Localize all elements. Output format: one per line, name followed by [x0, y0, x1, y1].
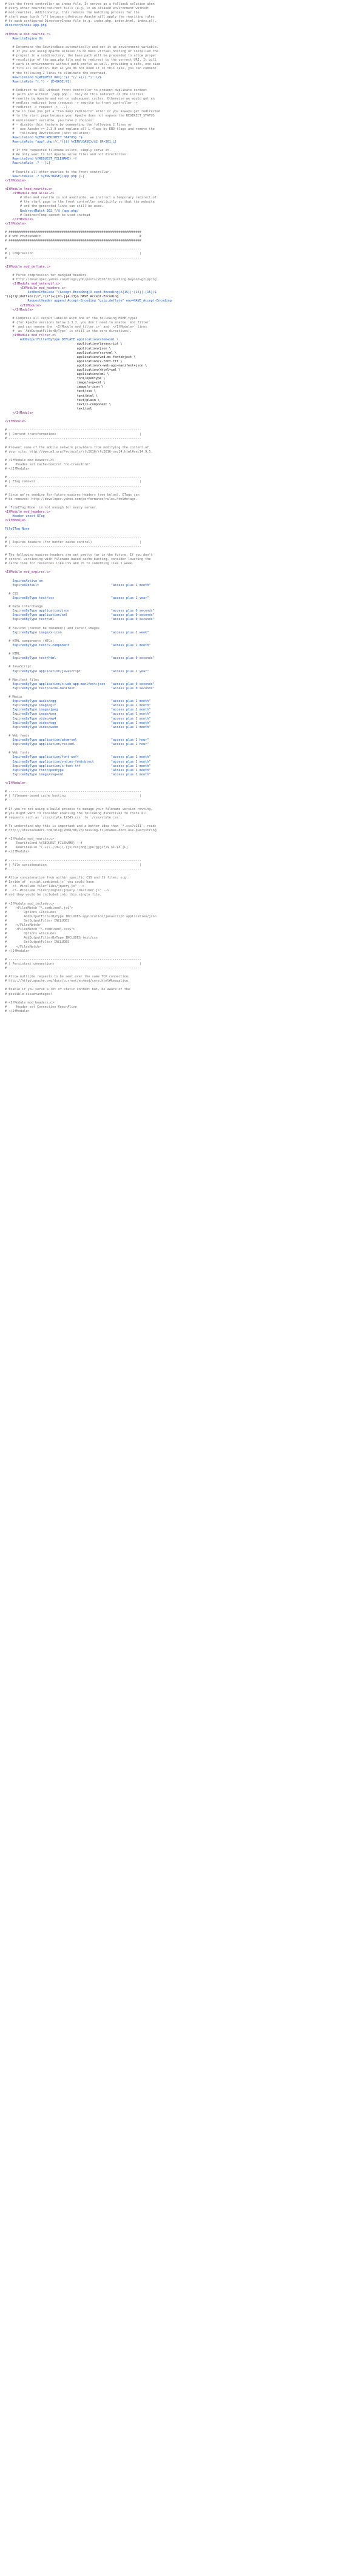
code-line: text/plain \ — [5, 398, 100, 402]
comment-line: # be removed: http://developer.yahoo.com/performance/rules.html#etags. — [5, 497, 138, 501]
code-line — [5, 661, 364, 665]
comment-line: # ---------------------------------------------------------------------- — [5, 437, 141, 441]
comment-line: # ###################################################################### — [5, 230, 141, 234]
code-line: RewriteRule ^(.*) - [E=BASE:%1] — [5, 79, 72, 84]
comment-line: # to each configured DirectoryIndex file (e.g. index.php, index.html, index.pl). — [5, 19, 157, 24]
code-line: ExpiresByType text/cache-manifest "access plus 0 seconds" — [5, 686, 155, 690]
module-tag-line: </IfModule> — [5, 519, 26, 523]
code-line — [5, 747, 364, 751]
code-line: DirectoryIndex app.php — [5, 24, 47, 28]
comment-line: # | File concatenation | — [5, 863, 141, 867]
code-line — [5, 898, 364, 902]
code-line: image/x-icon \ — [5, 385, 104, 389]
comment-line: # http://developer.yahoo.com/blogs/ydn/posts/2010/12/pushing-beyond-gzipping — [5, 278, 157, 282]
comment-line: # (for Apache versions below 2.3.7, you don't need to enable `mod_filter` — [5, 320, 151, 325]
comment-line: # (with and without `/app.php`). Only do this redirect on the initial — [5, 92, 143, 96]
code-line: ^((gzip|deflate)\s*,?\s*)+|[X~-]{4,13}$ HAVE_Accept-Encoding — [5, 295, 119, 299]
comment-line: # Header set Connection Keep-Alive — [5, 1005, 77, 1009]
comment-line: # Allow multiple requests to be sent over the same TCP connection: — [5, 975, 130, 979]
code-line: ExpiresByType image/svg+xml "access plus 1 month" — [5, 772, 151, 777]
code-line: ExpiresByType image/gif "access plus 1 month" — [5, 704, 151, 708]
code-line — [5, 549, 364, 553]
code-line: ExpiresByType application/javascript "access plus 1 year" — [5, 669, 149, 673]
comment-line: # Since we're sending far-future expires headers (see below), ETags can — [5, 493, 140, 497]
comment-line: # mod_rewrite). Additionally, this reduces the matching process for the — [5, 11, 140, 15]
comment-line: # # WEB PERFORMANCE # — [5, 235, 141, 239]
comment-line: # Use the front controller as index file. It serves as a fallback solution when — [5, 2, 155, 6]
code-line: ExpiresByType application/x-font-ttf "access plus 1 month" — [5, 764, 151, 768]
comment-line: # the following 2 lines to eliminate the overhead. — [5, 71, 107, 75]
code-line — [5, 442, 364, 446]
comment-line: # | Persistent connections | — [5, 962, 141, 966]
comment-line: # ---------------------------------------------------------------------- — [5, 858, 141, 863]
comment-line: # ---------------------------------------------------------------------- — [5, 256, 141, 260]
code-line — [5, 872, 364, 876]
comment-line: # Force compression for mangled headers. — [5, 273, 89, 277]
comment-line: # you might want to consider enabling the following directives to route all — [5, 811, 147, 815]
code-line: application/vnd.ms-fontobject \ — [5, 355, 136, 359]
comment-line: # | Expires headers (for better cache control) | — [5, 540, 141, 544]
code-line — [5, 691, 364, 695]
code-line — [5, 29, 364, 33]
comment-line: # ---------------------------------------------------------------------- — [5, 248, 141, 252]
module-tag-line: <IfModule mod_filter.c> — [5, 334, 56, 338]
comment-line: # Web feeds — [5, 733, 30, 738]
comment-line: # RewriteCond %{REQUEST_FILENAME} !-f — [5, 841, 83, 846]
code-line — [5, 424, 364, 428]
code-line — [5, 183, 364, 187]
comment-line: # ---------------------------------------------------------------------- — [5, 536, 141, 540]
code-line: FileETag None — [5, 527, 30, 531]
module-tag-line: </IfModule> — [5, 781, 26, 785]
code-line: font/opentype \ — [5, 377, 106, 381]
code-line: ExpiresDefault "access plus 1 month" — [5, 583, 151, 587]
comment-line: # cache time for resources like CSS and JS to something like 1 week. — [5, 562, 134, 566]
comment-line: # | Content transformations | — [5, 433, 141, 437]
comment-line: # To understand why this is important and a better idea than `*.css?v231`, read: — [5, 824, 157, 828]
module-tag-line: </IfModule> — [5, 178, 26, 183]
code-line: application/xml \ — [5, 373, 109, 377]
code-listing — [0, 0, 364, 1014]
comment-line: # </IfModule> — [5, 467, 30, 471]
code-line — [5, 566, 364, 570]
comment-line: # redirect -> request -> ...). — [5, 106, 70, 110]
code-line: ExpiresByType video/mp4 "access plus 1 month" — [5, 716, 151, 721]
code-line: ExpiresByType application/atom+xml "access plus 1 hour" — [5, 738, 149, 743]
comment-line: # If the requested filename exists, simply serve it. — [5, 149, 111, 153]
module-tag-line: <IfModule mod_headers.c> — [5, 510, 50, 514]
comment-line: # work in environments without path prefix as well, providing a safe, one-size — [5, 62, 161, 67]
code-line: text/html \ — [5, 394, 98, 398]
comment-line: # ###################################################################### — [5, 239, 141, 243]
module-tag-line: <IfModule mod_headers.c> — [5, 286, 66, 291]
module-tag-line: <IfModule mod_expires.c> — [5, 570, 50, 575]
comment-line: # Enable if you serve a lot of static content but, be aware of the — [5, 988, 130, 992]
code-line: application/json \ — [5, 346, 111, 351]
code-line: ExpiresByType application/json "access plus 0 seconds" — [5, 609, 155, 613]
comment-line: # ---------------------------------------------------------------------- — [5, 966, 141, 970]
code-line — [5, 166, 364, 170]
code-line: ExpiresByType image/jpeg "access plus 1 month" — [5, 708, 151, 712]
code-line — [5, 648, 364, 652]
comment-line: # <!--#include file="plugins/jquery.idletimer.js" --> — [5, 889, 109, 893]
code-line: application/x-font-ttf \ — [5, 359, 123, 363]
comment-line: # ---------------------------------------------------------------------- — [5, 484, 141, 488]
code-line — [5, 588, 364, 592]
code-line: text/x-component \ — [5, 402, 111, 406]
code-line: ExpiresByType text/css "access plus 1 year" — [5, 596, 149, 600]
module-tag-line: </IfModule> — [5, 420, 26, 424]
comment-line: # - use Apache >= 2.3.9 and replace all L flags by END flags and remove the — [5, 127, 155, 131]
comment-line: # http://httpd.apache.org/docs/current/en/mod/core.html#keepalive. — [5, 979, 130, 983]
comment-line: # Media — [5, 695, 22, 700]
code-line: ExpiresByType application/rss+xml "access plus 1 hour" — [5, 743, 149, 747]
comment-line: # ---------------------------------------------------------------------- — [5, 428, 141, 433]
code-line — [5, 532, 364, 536]
comment-line: # AddOutputFilterByType INCLUDES application/javascript application/json — [5, 914, 157, 919]
comment-line: # We only want to let Apache serve files and not directories. — [5, 153, 129, 157]
comment-line: # requests such as `/css/style.12345.css` to `/css/style.css`. — [5, 815, 123, 820]
code-line — [5, 454, 364, 459]
code-line — [5, 674, 364, 678]
module-tag-line: </IfModule> — [5, 308, 33, 312]
comment-line: # When mod_rewrite is not available, we instruct a temporary redirect of — [5, 196, 157, 200]
comment-line: # project in a subdirectory, the base path will be prepended to allow proper — [5, 54, 157, 58]
code-line: RewriteRule ^app\.php(/(.*)|$) %{ENV:BASE}/$2 [R=301,L] — [5, 140, 117, 144]
comment-line: # http://stevesouders.com/blog/2008/08/23/revving-filenames-dont-use-querystring — [5, 829, 157, 832]
comment-line: # Inside of `script.combined.js` you could have — [5, 880, 94, 885]
comment-line: # </IfModule> — [5, 1009, 30, 1013]
comment-line: # <!--#include file="libs/jquery.js" --> — [5, 885, 85, 889]
code-line — [5, 820, 364, 824]
comment-line: # every other rewrite/redirect fails (e.g. in an aliased environment without — [5, 7, 149, 11]
comment-line: # environment variable, you have 2 choices: — [5, 118, 94, 123]
code-line: AddOutputFilterByType DEFLATE application/atom+xml \ — [5, 338, 119, 342]
code-line — [5, 489, 364, 493]
comment-line: # fits all solution. But as you do not need it in this case, you can comment — [5, 67, 157, 71]
comment-line: # `FileETag None` is not enough for every server. — [5, 505, 98, 510]
code-line — [5, 502, 364, 506]
comment-line: # Options +Includes — [5, 932, 56, 936]
comment-line: # The following expires headers are set pretty far in the future. If you don't — [5, 553, 153, 557]
comment-line: # | ETag removal | — [5, 480, 141, 484]
code-line: application/x-web-app-manifest+json \ — [5, 363, 147, 368]
code-line: RewriteCond %{REQUEST_URI}::$1 ^(/.+)/(.*)::\2$ — [5, 75, 102, 79]
module-tag-line: <IfModule mod_rewrite.c> — [5, 32, 50, 36]
code-line: ExpiresByType text/html "access plus 0 seconds" — [5, 656, 155, 661]
comment-line: # - disable this feature by commenting the following 2 lines or — [5, 123, 132, 127]
code-line: ExpiresByType application/xml "access plus 0 seconds" — [5, 613, 155, 618]
code-line: Header unset ETag — [5, 514, 45, 519]
comment-line: # Rewrite all other queries to the front controller. — [5, 170, 111, 174]
code-line — [5, 803, 364, 807]
code-line: ExpiresByType application/vnd.ms-fontobject "access plus 1 month" — [5, 760, 151, 764]
comment-line: # If you are using Apache aliases to do mass virtual hosting or installed the — [5, 50, 158, 54]
comment-line: # | Filename-based cache busting | — [5, 794, 141, 798]
code-line — [5, 269, 364, 274]
comment-line: # | Compression | — [5, 252, 141, 256]
code-line — [5, 635, 364, 639]
comment-line: # possible disadvantages! — [5, 992, 53, 996]
comment-line: # ---------------------------------------------------------------------- — [5, 867, 141, 871]
comment-line: # AddOutputFilterByType INCLUDES text/css — [5, 936, 98, 940]
comment-line: # Allow concatenation from within specific CSS and JS files, e.g.: — [5, 876, 130, 880]
code-line: SetEnvIfNoCase ^(Accept-EncodXng|X-cept-Encoding|X{15}|~{15}|-{15})$ — [5, 291, 157, 295]
code-line — [5, 144, 364, 149]
comment-line: # <FilesMatch "\.combined\.js$"> — [5, 906, 73, 910]
comment-line: # HTML — [5, 652, 20, 656]
comment-line: # </IfModule> — [5, 949, 30, 953]
code-line — [5, 84, 364, 89]
code-line: text/xml — [5, 406, 92, 411]
code-line: RewriteRule .? - [L] — [5, 161, 50, 166]
code-line — [5, 971, 364, 975]
code-line — [5, 261, 364, 265]
code-line: ExpiresByType audio/ogg "access plus 1 month" — [5, 700, 151, 704]
comment-line: # and the generated links can still be used. — [5, 204, 104, 209]
code-line — [5, 786, 364, 790]
code-line — [5, 833, 364, 837]
code-line: RewriteRule .? %{ENV:BASE}/app.php [L] — [5, 174, 85, 178]
comment-line: # and can remove the `<IfModule mod_filter.c>` and `</IfModule>` lines — [5, 325, 147, 329]
comment-line: # <FilesMatch "\.combined\.css$"> — [5, 928, 75, 932]
code-line — [5, 777, 364, 781]
comment-line: # control versioning with filename-based cache busting, consider lowering the — [5, 558, 151, 562]
comment-line: # <IfModule mod_headers.c> — [5, 458, 55, 462]
comment-line: # RedirectTemp cannot be used instead — [5, 213, 90, 217]
comment-line: # resolution of the app.php file and to redirect to the correct URI. It will — [5, 58, 157, 62]
code-line: RewriteCond %{ENV:REDIRECT_STATUS} ^$ — [5, 135, 83, 140]
comment-line: # ---------------------------------------------------------------------- — [5, 476, 141, 480]
comment-line: # rewrite by Apache and not on subsequent cycles. Otherwise we would get an — [5, 97, 155, 101]
code-line: ExpiresByType application/x-web-app-manifest+json "access plus 0 seconds" — [5, 682, 155, 686]
comment-line: # <IfModule mod_headers.c> — [5, 1000, 55, 1005]
comment-line: # Redirect to URI without front controller to prevent duplicate content — [5, 88, 147, 92]
code-line — [5, 523, 364, 527]
comment-line: # Web fonts — [5, 751, 30, 755]
code-line — [5, 243, 364, 248]
code-line: RewriteCond %{REQUEST_FILENAME} -f — [5, 157, 77, 161]
comment-line: # as `AddOutputFilterByType` is still in the core directives). — [5, 329, 132, 334]
comment-line: # Compress all output labeled with one of the following MIME-types — [5, 316, 138, 320]
module-tag-line: <IfModule !mod_rewrite.c> — [5, 187, 53, 192]
code-line: image/svg+xml \ — [5, 381, 106, 385]
module-tag-line: </IfModule> — [5, 303, 41, 308]
comment-line: # HTML components (HTCs) — [5, 639, 55, 643]
code-line — [5, 622, 364, 627]
code-line: ExpiresByType font/opentype "access plus 1 month" — [5, 768, 151, 772]
comment-line: # <IfModule mod_include.c> — [5, 902, 55, 906]
comment-line: # ---------------------------------------------------------------------- — [5, 798, 141, 803]
comment-line: # the start page to the front controller explicitly so that the website — [5, 200, 155, 204]
code-line: ExpiresByType application/font-woff "access plus 1 month" — [5, 755, 151, 760]
code-line — [5, 471, 364, 476]
comment-line: # </IfModule> — [5, 850, 30, 854]
comment-line: # start page (path "/") because otherwise Apache will apply the rewriting rules — [5, 15, 155, 19]
module-tag-line: </IfModule> — [5, 411, 33, 415]
code-line — [5, 983, 364, 988]
code-line — [5, 312, 364, 317]
comment-line: # </FilesMatch> — [5, 923, 41, 928]
comment-line: # Determine the RewriteBase automatically and set it as environment variable. — [5, 45, 158, 49]
comment-line: # Manifest files — [5, 678, 39, 682]
code-line: RedirectMatch 302 ^/$ /app.php/ — [5, 209, 79, 213]
code-line: ExpiresActive on — [5, 579, 43, 583]
comment-line: # SetOutputFilter INCLUDES — [5, 919, 70, 923]
comment-line: # <IfModule mod_rewrite.c> — [5, 837, 55, 841]
module-tag-line: <IfModule mod_setenvif.c> — [5, 282, 60, 286]
comment-line: # SetOutputFilter INCLUDES — [5, 940, 70, 945]
code-line: application/javascript \ — [5, 342, 123, 346]
code-line — [5, 954, 364, 958]
module-tag-line: <IfModule mod_deflate.c> — [5, 265, 50, 269]
code-line — [5, 730, 364, 734]
code-line: ExpiresByType image/png "access plus 1 month" — [5, 712, 151, 716]
comment-line: # ---------------------------------------------------------------------- — [5, 544, 141, 548]
code-line: application/rss+xml \ — [5, 351, 117, 355]
code-line: application/xhtml+xml \ — [5, 368, 121, 372]
comment-line: # following RewriteCond (best solution) — [5, 131, 90, 135]
comment-line: # Data interchange — [5, 605, 43, 609]
module-tag-line: </IfModule> — [5, 217, 33, 221]
code-line — [5, 41, 364, 46]
code-line — [5, 575, 364, 579]
comment-line: # to the start page because your Apache does not expose the REDIRECT_STATUS — [5, 114, 155, 118]
comment-line: # JavaScript — [5, 665, 32, 669]
code-line — [5, 997, 364, 1001]
code-line: ExpiresByType text/x-component "access plus 1 month" — [5, 643, 151, 647]
code-line — [5, 226, 364, 231]
comment-line: # endless redirect loop (request -> rewrite to front controller -> — [5, 101, 138, 106]
comment-line: # Favicon (cannot be renamed!) and cursor images — [5, 626, 100, 630]
module-tag-line: <IfModule mod_alias.c> — [5, 192, 55, 196]
comment-line: # </FilesMatch> — [5, 945, 41, 949]
code-line: ExpiresByType text/xml "access plus 0 seconds" — [5, 618, 155, 622]
comment-line: # So in case you get a "too many redirects" error or you always get redirected — [5, 110, 161, 114]
module-tag-line: </IfModule> — [5, 221, 26, 226]
comment-line: # your site: http://www.w3.org/Protocols/rfc2616/rfc2616-sec14.html#sec14.9.5. — [5, 450, 153, 454]
code-line: ExpiresByType image/x-icon "access plus 1 week" — [5, 630, 149, 635]
code-line — [5, 855, 364, 859]
code-line: RequestHeader append Accept-Encoding "gzip,deflate" env=HAVE_Accept-Encoding — [5, 299, 172, 303]
comment-line: # Prevent some of the mobile network providers from modifying the content of — [5, 445, 149, 450]
comment-line: # ---------------------------------------------------------------------- — [5, 957, 141, 962]
code-line: text/css \ — [5, 389, 96, 394]
comment-line: # Header set Cache-Control "no-transform" — [5, 463, 90, 467]
comment-line: # CSS — [5, 592, 18, 596]
comment-line: # and they would be included into this single file. — [5, 893, 102, 897]
code-line — [5, 601, 364, 605]
comment-line: # Options +Includes — [5, 910, 56, 914]
code-line: ExpiresByType video/webm "access plus 1 month" — [5, 725, 151, 729]
comment-line: # RewriteRule ^(.+)\.(\d+)\.(js|css|png|jpe?g|gif)$ $1.$3 [L] — [5, 846, 129, 850]
code-line: RewriteEngine On — [5, 36, 43, 41]
code-line: ExpiresByType video/ogg "access plus 1 month" — [5, 721, 151, 725]
code-line — [5, 416, 364, 420]
comment-line: # If you're not using a build process to manage your filename version revving, — [5, 807, 153, 811]
comment-line: # ---------------------------------------------------------------------- — [5, 790, 141, 794]
